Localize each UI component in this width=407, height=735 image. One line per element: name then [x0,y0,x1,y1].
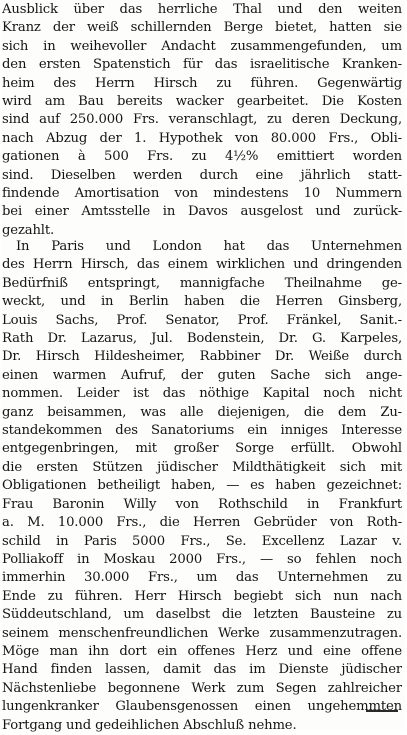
text-line: Hand finden lassen, damit das im Dienste jüdischer [2,662,402,678]
text-line: ganz beisammen, was alle diejenigen, die dem Zu- [2,404,402,420]
text-line: a. M. 10.000 Frs., die Herren Gebrüder von Roth- [2,515,402,531]
paragraph-2 [2,238,405,735]
text-line: Polliakoff in Moskau 2000 Frs., — so fehlen noch [2,551,402,567]
text-line: lungenkranker Glaubensgenossen einen ungehemmten [2,699,402,715]
text-line: den ersten Spatenstich für das israelitische Kranken- [2,57,402,73]
text-line: seinem menschenfreundlichen Werke zusammenzutragen. [2,625,402,641]
newspaper-column [2,0,405,733]
text-line: nach Abzug der 1. Hypothek von 80.000 Frs., Obli- [2,130,402,146]
text-line: Bedürfniß entspringt, mannigfache Theilnahme ge- [2,275,402,291]
text-line: entgegenbringen, mit großer Sorge erfüllt. Obwohl [2,441,402,457]
text-line: die ersten Stützen jüdischer Mildthätigkeit sich mit [2,459,402,475]
text-line: schild in Paris 5000 Frs., Se. Excellenz Lazar v. [2,533,402,549]
text-line: Nächstenliebe begonnene Werk zum Segen zahlreicher [2,680,402,696]
text-line: findende Amortisation von mindestens 10 Nummern [2,186,402,202]
text-line: Louis Sachs, Prof. Senator, Prof. Fränkel, Sanit.- [2,312,402,328]
text-line: des Herrn Hirsch, das einem wirklichen und dringenden [2,257,402,273]
text-line: weckt, und in Berlin haben die Herren Ginsberg, [2,294,402,310]
text-line: nommen. Leider ist das nöthige Kapital noch nicht [2,386,402,402]
text-line: wird am Bau bereits wacker gearbeitet. Die Kosten [2,94,402,110]
text-line: einen warmen Aufruf, der guten Sache sich ange- [2,367,402,383]
text-line: gationen à 500 Frs. zu 4½% emittiert worden [2,149,402,165]
column-end-rule [366,710,398,718]
text-line: sind auf 250.000 Frs. veranschlagt, zu deren Deckung, [2,112,402,128]
text-line: Rath Dr. Lazarus, Jul. Bodenstein, Dr. G. Karpeles, [2,331,402,347]
paragraph-1 [2,1,405,240]
text-line: heim des Herrn Hirsch zu führen. Gegenwärtig [2,75,402,91]
text-line: immerhin 30.000 Frs., um das Unternehmen zu [2,570,402,586]
text-line: Möge man ihn dort ein offenes Herz und eine offene [2,643,402,659]
text-line: Dr. Hirsch Hildesheimer, Rabbiner Dr. Weiße durch [2,349,402,365]
text-line: gezahlt. [2,222,55,238]
text-line: sich in weihevoller Andacht zusammengefunden, um [2,38,402,54]
text-line: standekommen des Sanatoriums ein inniges Interesse [2,423,402,439]
text-line: Ende zu führen. Herr Hirsch begiebt sich nun nach [2,588,402,604]
text-line: Süddeutschland, um daselbst die letzten Bausteine zu [2,607,402,623]
text-line: Obligationen betheiligt haben, — es haben gezeichnet: [2,478,402,494]
text-line: Kranz der weiß schillernden Berge bietet, hatten sie [2,20,402,36]
text-line: In Paris und London hat das Unternehmen [16,239,402,254]
text-line: bei einer Amtsstelle in Davos ausgelost und zurück- [2,204,402,220]
text-line: Ausblick über das herrliche Thal und den weiten [2,2,402,17]
text-line: sind. Dieselben werden durch eine jährlich statt- [2,167,402,183]
text-line: Frau Baronin Willy von Rothschild in Frankfurt [2,496,402,512]
text-line: Fortgang und gedeihlichen Abschluß nehme. [2,717,297,733]
